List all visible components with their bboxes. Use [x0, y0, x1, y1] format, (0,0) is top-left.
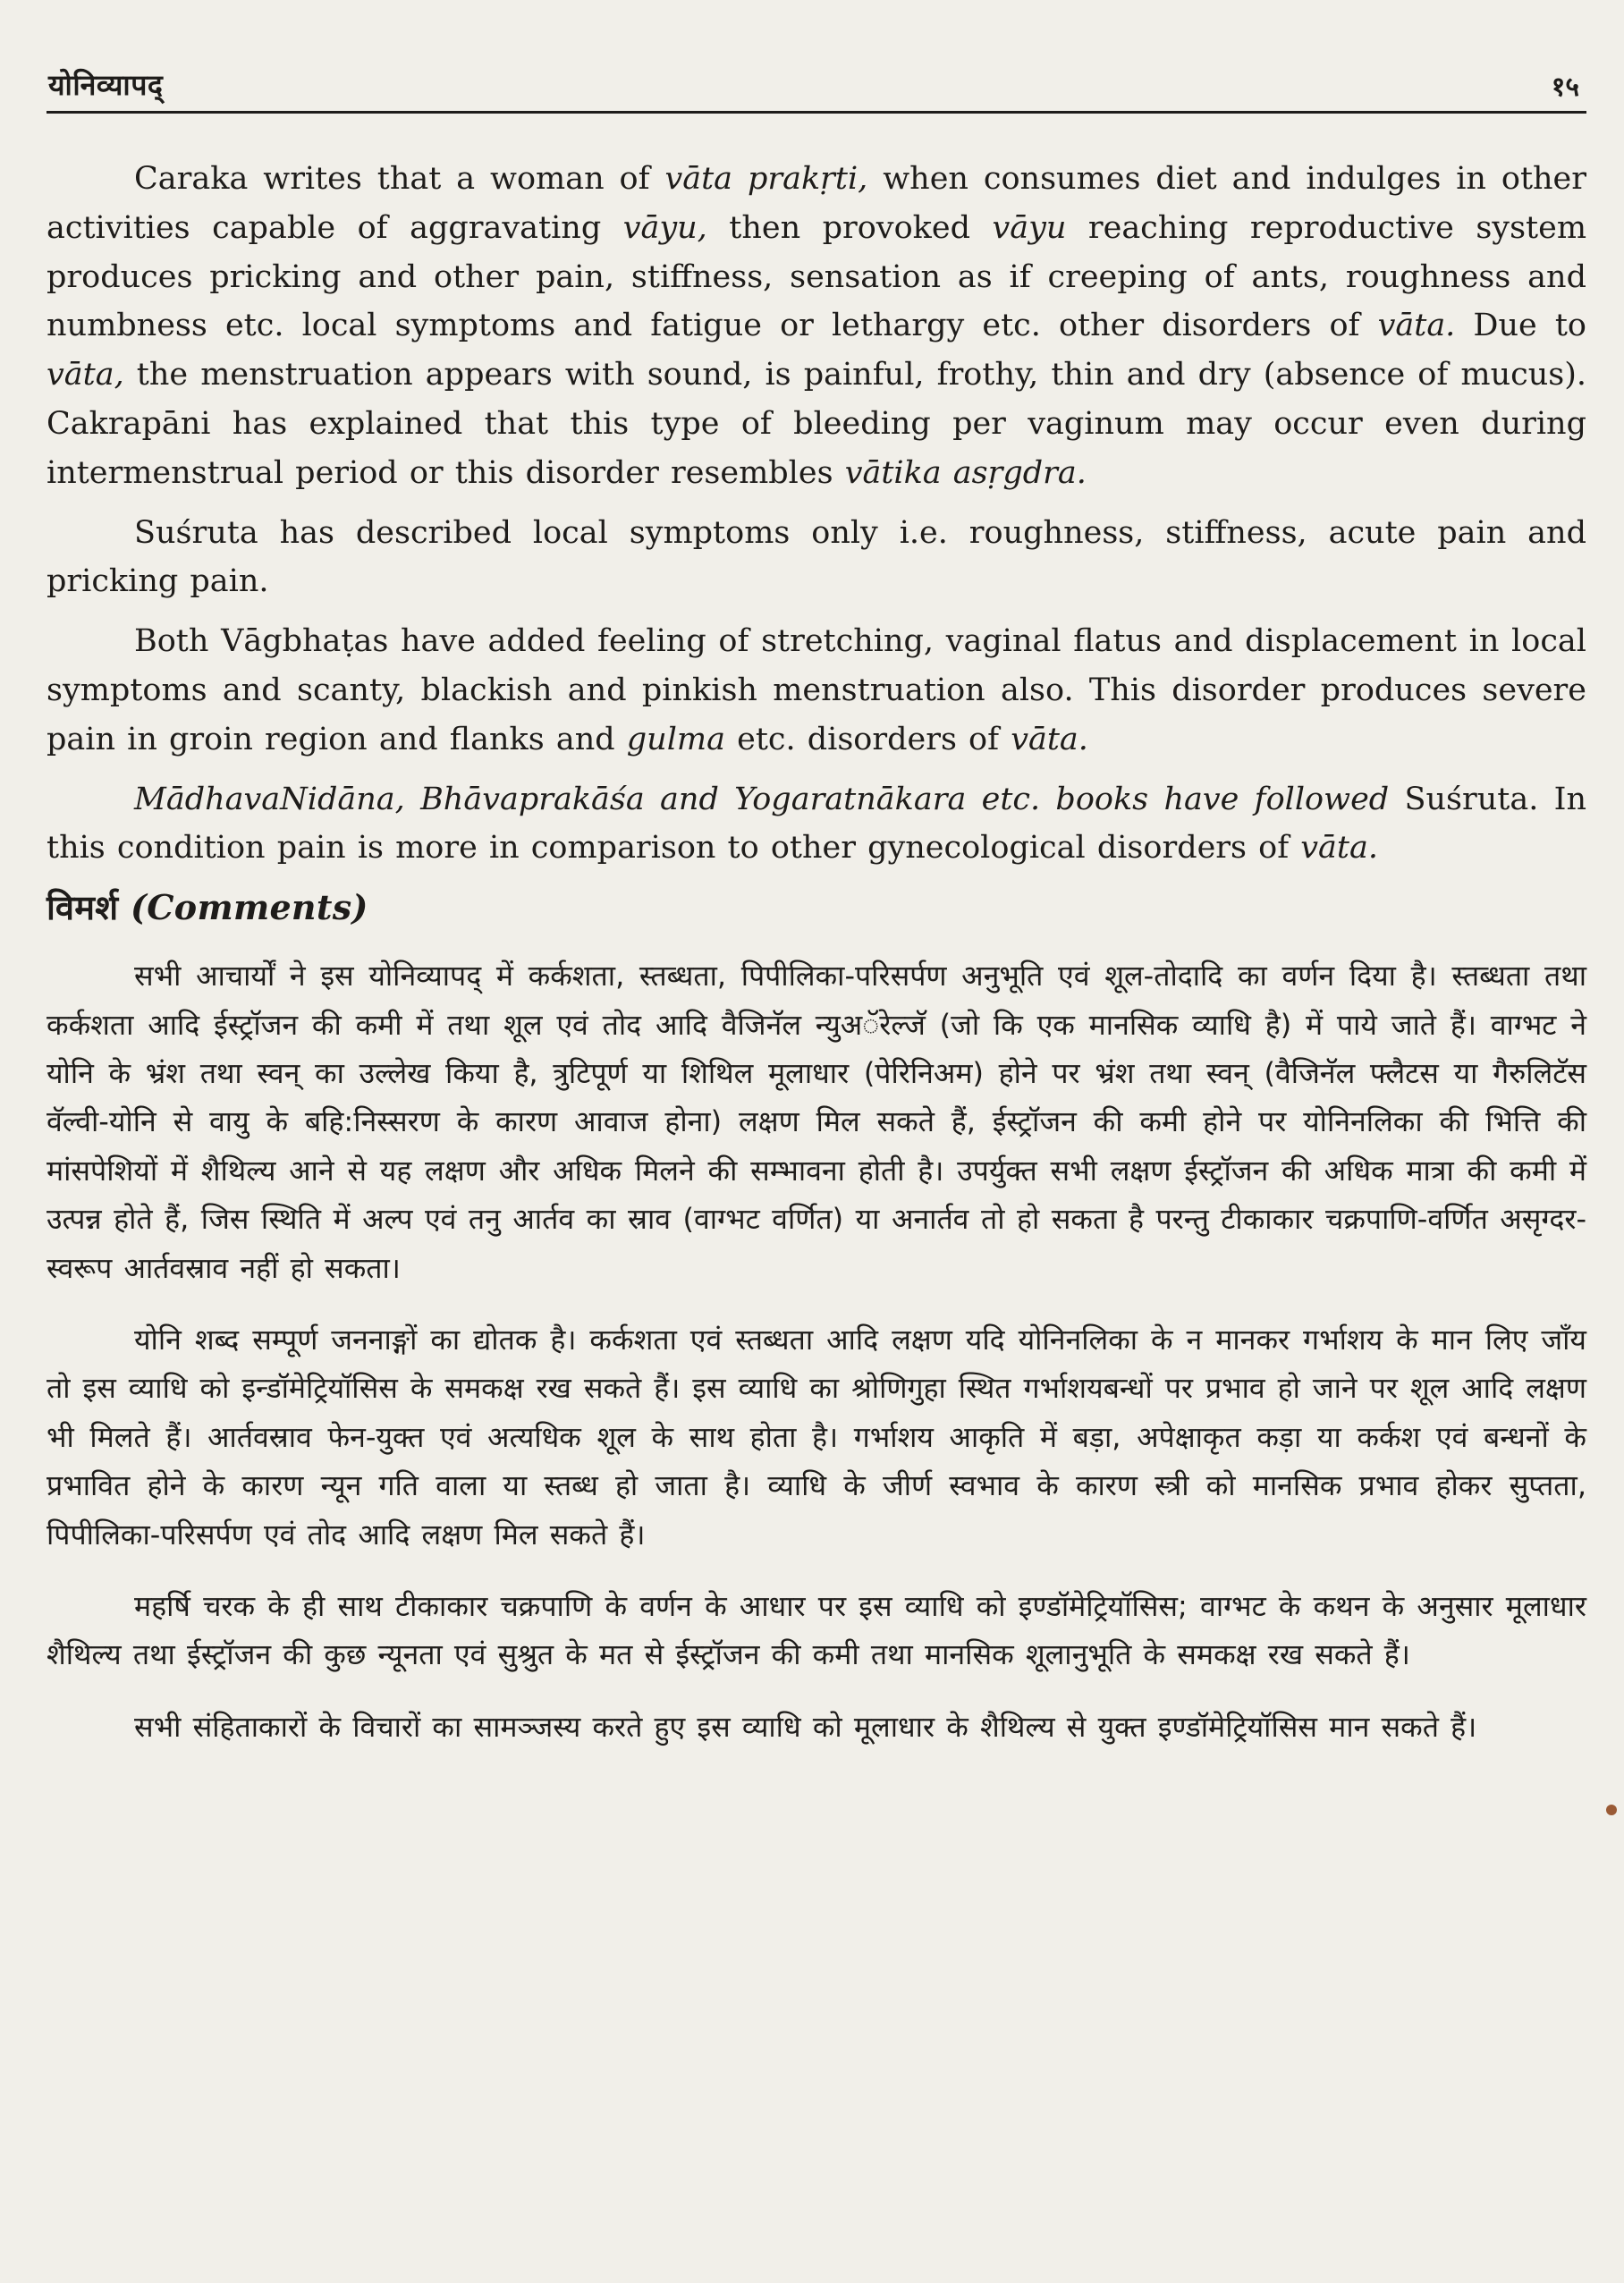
italic-term: vāta prakṛti,	[664, 161, 868, 197]
page-number: १५	[1551, 72, 1579, 103]
text-run: Caraka writes that a woman of	[134, 161, 665, 197]
italic-term: vāta.	[1377, 308, 1456, 344]
text-run: Both Vāgbhaṭas have added feeling of stretching, vaginal flatus and displacement in local symptoms and scanty, blackish and pinkish menstruation also. This disorder produces severe pain in groin region and flanks and	[47, 623, 1586, 757]
text-run: Due to	[1455, 308, 1586, 344]
text-run: reaching reproductive system produces pricking and other pain, stiffness, sensation as if creeping of ants, roughness and numbness etc. local symptoms and fatigue or lethargy etc. other disorders of	[47, 209, 1587, 344]
italic-term: vātika asṛgdra.	[844, 454, 1087, 491]
italic-term: vāta.	[1300, 830, 1378, 867]
english-paragraph	[47, 617, 1586, 764]
ink-spot	[1606, 1805, 1617, 1815]
italic-term: vāta,	[47, 357, 124, 393]
text-run: etc. disorders of	[724, 721, 1011, 757]
italic-term: gulma	[626, 721, 725, 757]
english-paragraph	[47, 509, 1586, 607]
italic-term: vāyu	[992, 209, 1067, 246]
header-rule	[47, 111, 1586, 114]
text-run: then provoked	[706, 209, 993, 246]
comments-heading-english: (Comments)	[130, 887, 368, 928]
hindi-paragraph: योनि शब्द सम्पूर्ण जननाङ्गों का द्योतक है। कर्कशता एवं स्तब्धता आदि लक्षण यदि योनिनलिका के न मानकर गर्भाशय के मान लिए जाँय तो इस व्याधि को इन्डॉमेट्रियॉसिस के समकक्ष रख सकते हैं। इस व्याधि का श्रोणिगुहा स्थित गर्भाशयबन्धों पर प्रभाव हो जाने पर शूल आदि लक्षण भी मिलते हैं। आर्तवस्राव फेन-युक्त एवं अत्यधिक शूल के साथ होता है। गर्भाशय आकृति में बड़ा, अपेक्षाकृत कड़ा या कर्कश एवं बन्धनों के प्रभावित होने के कारण न्यून गति वाला या स्तब्ध हो जाता है। व्याधि के जीर्ण स्वभाव के कारण स्त्री को मानसिक प्रभाव होकर सुप्तता, पिपीलिका-परिसर्पण एवं तोद आदि लक्षण मिल सकते हैं।	[47, 1323, 1586, 1552]
italic-term: vāyu,	[622, 209, 707, 246]
text-run: the menstruation appears with sound, is painful, frothy, thin and dry (absence of mucus). Cakrapāni has explained that this type of bleeding per vaginum may occur even during intermenstrual period or this disorder resembles	[47, 357, 1586, 491]
text-run: when consumes diet and indulges in other activities capable of aggravating	[47, 161, 1586, 246]
comments-heading	[47, 884, 1586, 930]
english-section	[47, 155, 1586, 873]
text-run: Suśruta has described local symptoms only i.e. roughness, stiffness, acute pain and pricking pain.	[47, 514, 1586, 600]
running-head	[47, 47, 1586, 104]
hindi-paragraph: महर्षि चरक के ही साथ टीकाकार चक्रपाणि के वर्णन के आधार पर इस व्याधि को इण्डॉमेट्रियॉसिस; वाग्भट के कथन के अनुसार मूलाधार शैथिल्य तथा ईस्ट्रॉजन की कुछ न्यूनता एवं सुश्रुत के मत से ईस्ट्रॉजन की कमी तथा मानसिक शूलानुभूति के समकक्ष रख सकते हैं।	[47, 1589, 1586, 1672]
hindi-paragraph: सभी संहिताकारों के विचारों का सामञ्जस्य करते हुए इस व्याधि को मूलाधार के शैथिल्य से युक्त इण्डॉमेट्रियॉसिस मान सकते हैं।	[134, 1709, 1477, 1744]
italic-term: MādhavaNidāna, Bhāvaprakāśa and Yogaratnākara etc. books have followed	[134, 781, 1390, 817]
hindi-section	[47, 951, 1586, 1751]
comments-heading-hindi: विमर्श	[47, 888, 119, 928]
english-paragraph	[47, 775, 1586, 874]
text-run: Suśruta. In this condition pain is more in comparison to other gynecological disorders of	[47, 781, 1586, 867]
italic-term: vāta.	[1011, 721, 1088, 757]
hindi-paragraph: सभी आचार्यों ने इस योनिव्यापद् में कर्कशता, स्तब्धता, पिपीलिका-परिसर्पण अनुभूति एवं शूल-तोदादि का वर्णन दिया है। स्तब्धता तथा कर्कशता आदि ईस्ट्रॉजन की कमी में तथा शूल एवं तोद आदि वैजिनॅल न्युअॅरेल्जॅ (जो कि एक मानसिक व्याधि है) में पाये जाते हैं। वाग्भट ने योनि के भ्रंश तथा स्वन् का उल्लेख किया है, त्रुटिपूर्ण या शिथिल मूलाधार (पेरिनिअम) होने पर भ्रंश तथा स्वन् (वैजिनॅल फ्लैटस या गैरुलिटॅस वॅल्वी-योनि से वायु के बहि:निस्सरण के कारण आवाज होना) लक्षण मिल सकते हैं, ईस्ट्रॉजन की कमी होने पर योनिनलिका की भित्ति की मांसपेशियों में शैथिल्य आने से यह लक्षण और अधिक मिलने की सम्भावना होती है। उपर्युक्त सभी लक्षण ईस्ट्रॉजन की अधिक मात्रा की कमी में उत्पन्न होते हैं, जिस स्थिति में अल्प एवं तनु आर्तव का स्राव (वाग्भट वर्णित) या अनार्तव तो हो सकता है परन्तु टीकाकार चक्रपाणि-वर्णित असृग्दर-स्वरूप आर्तवस्राव नहीं हो सकता।	[47, 959, 1586, 1285]
english-paragraph	[47, 155, 1586, 498]
chapter-title: योनिव्यापद्	[48, 68, 164, 102]
